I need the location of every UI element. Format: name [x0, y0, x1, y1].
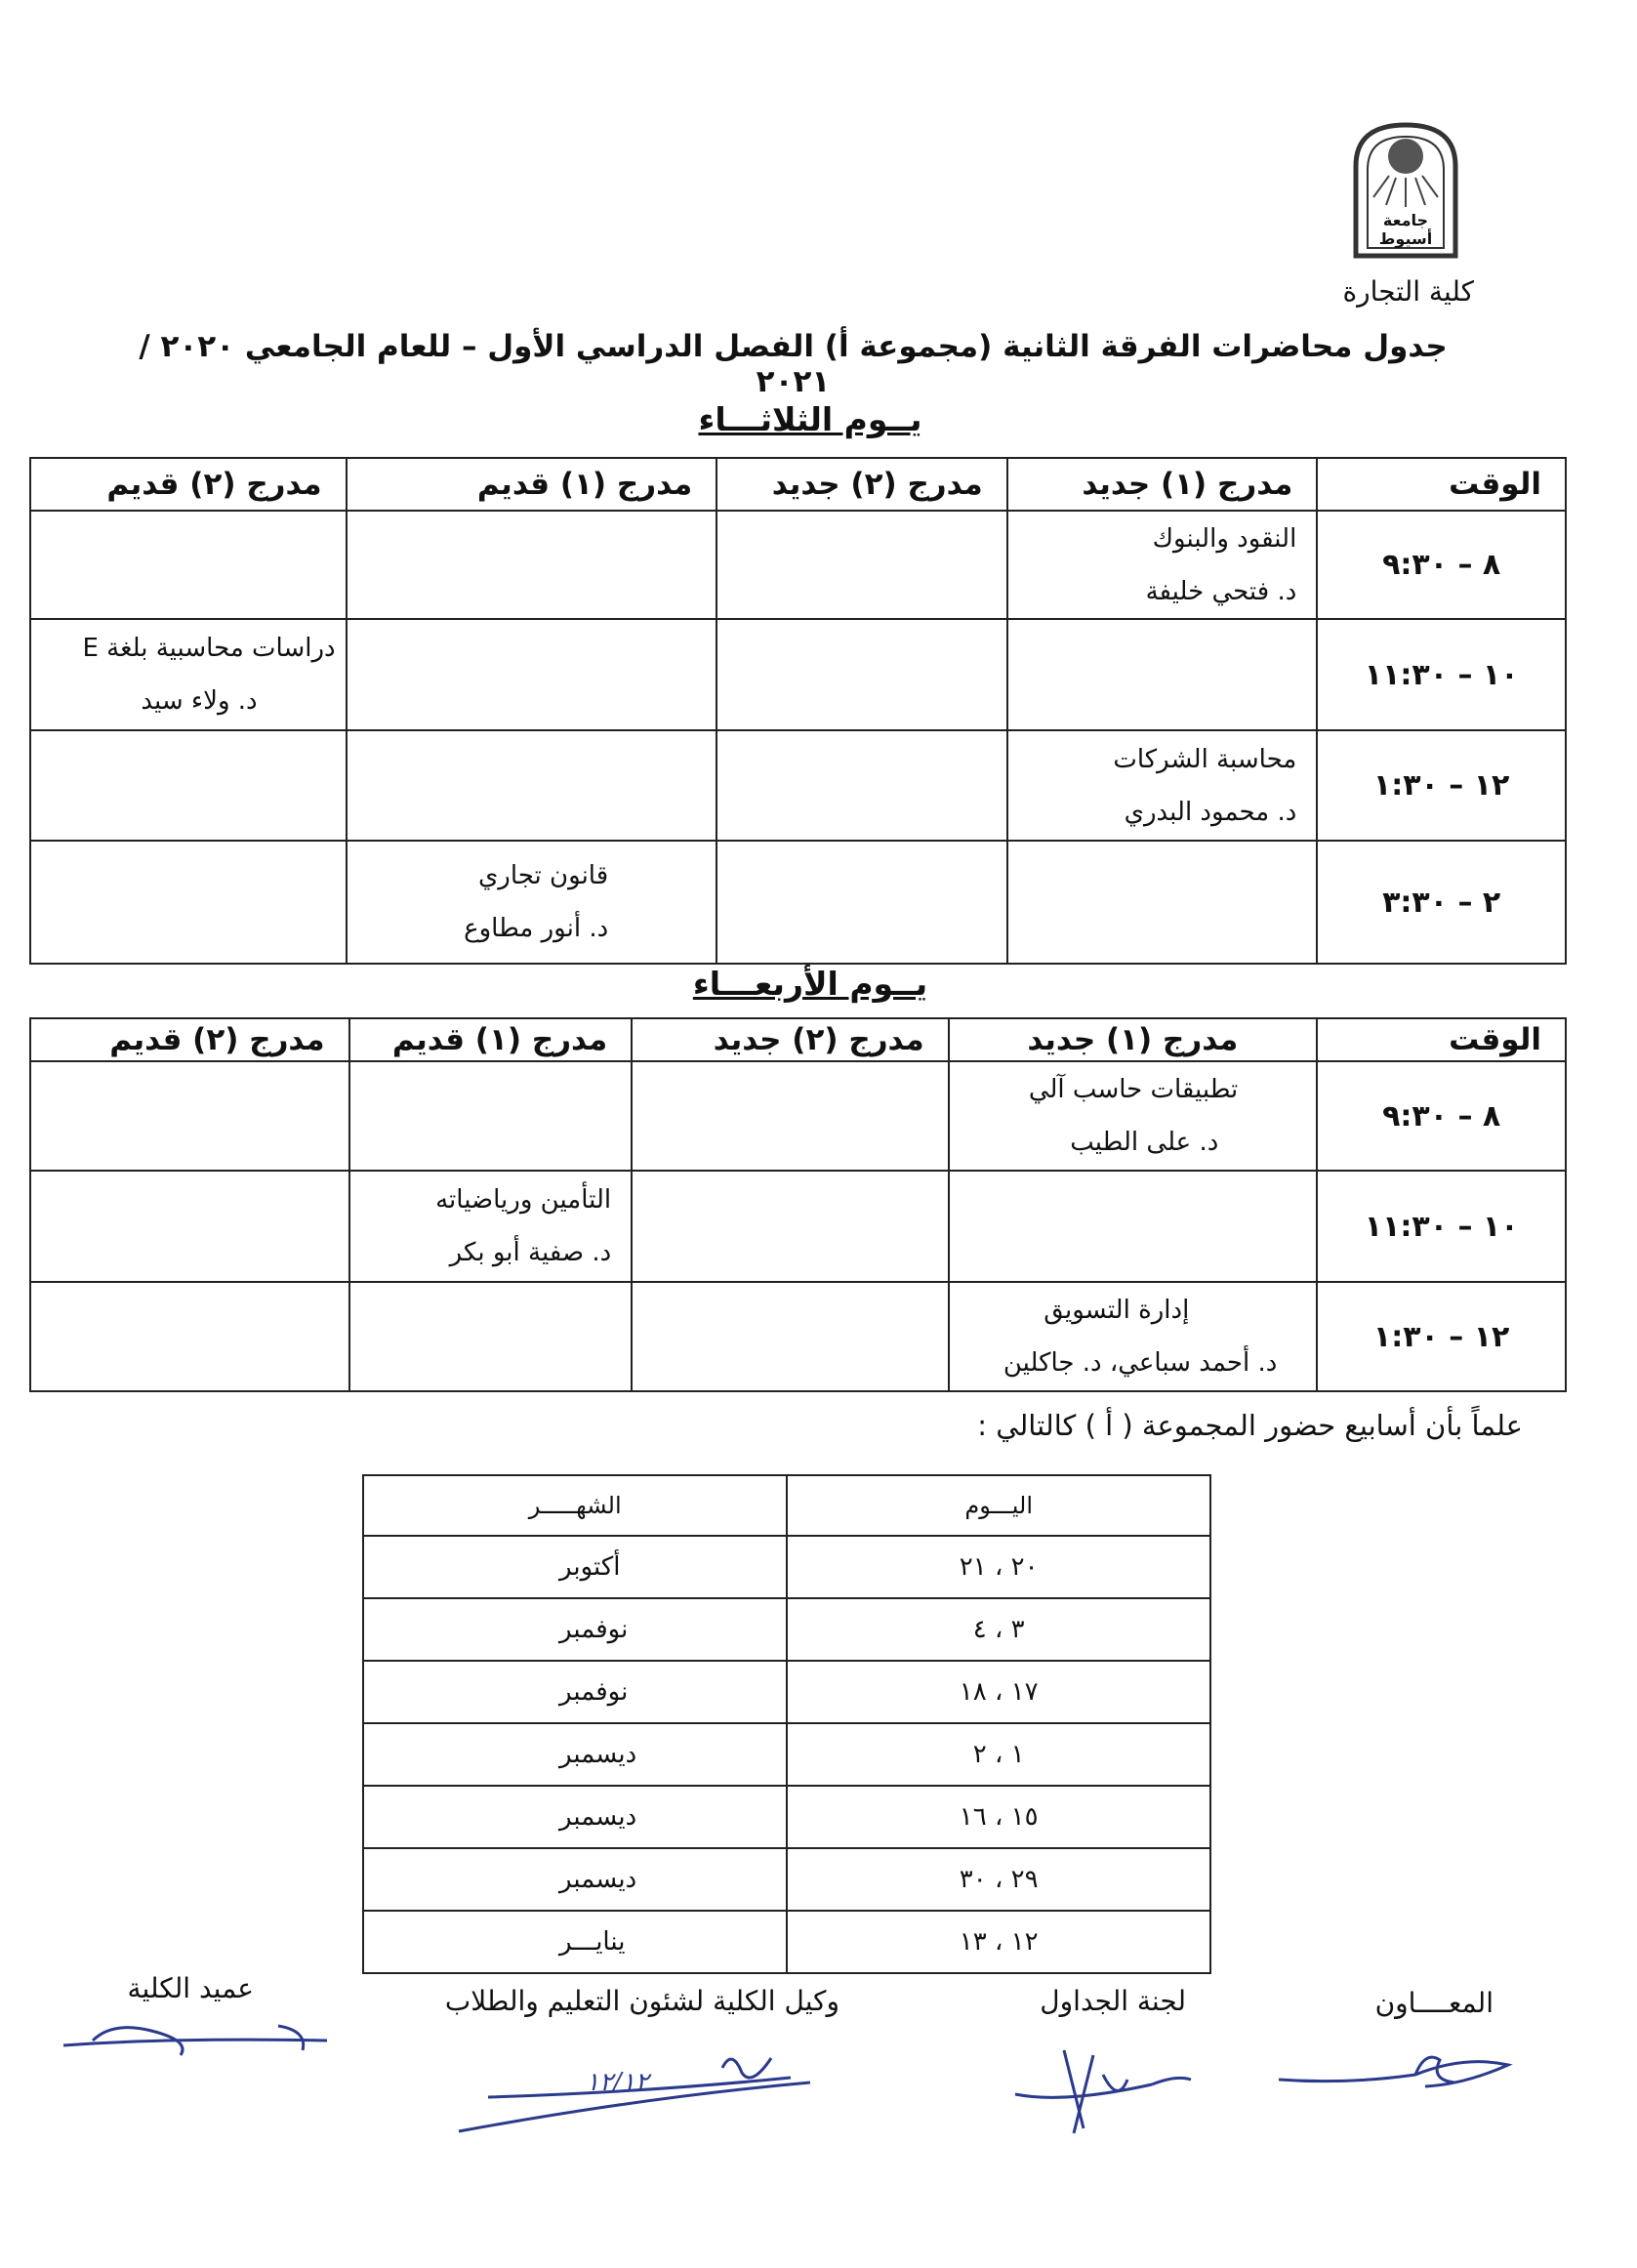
doctor-name: د. صفية أبو بكر: [449, 1238, 612, 1267]
lecture-cell: [30, 730, 347, 841]
tuesday-schedule-table: [29, 457, 1567, 965]
attendance-days: ٢٠ ، ٢١: [787, 1536, 1210, 1598]
table-row: [363, 1598, 1210, 1661]
lecture-cell: [347, 511, 717, 619]
time-slot: ١٠ – ١١:٣٠: [1317, 619, 1566, 730]
page-title: جدول محاضرات الفرقة الثانية (مجموعة أ) الفصل الدراسي الأول – للعام الجامعي ٢٠٢٠ / ٢٠٢١: [139, 329, 1448, 399]
header-time: الوقت: [1317, 1018, 1566, 1061]
table-row: [363, 1536, 1210, 1598]
table-row: [363, 1848, 1210, 1911]
time-slot: ٨ – ٩:٣٠: [1317, 1061, 1566, 1171]
table-row: [30, 730, 1566, 841]
attendance-month: ديسمبر: [363, 1786, 787, 1848]
signature-committee: [1005, 2036, 1201, 2147]
header-hall-2-old: مدرج (٢) قديم: [30, 458, 347, 511]
time-slot: ١٢ – ١:٣٠: [1317, 730, 1566, 841]
lecture-cell: [1007, 730, 1318, 841]
university-logo: [1342, 117, 1469, 259]
attendance-days: ١ ، ٢: [787, 1723, 1210, 1786]
table-row: [30, 841, 1566, 964]
time-slot: ١٢ – ١:٣٠: [1317, 1282, 1566, 1391]
signature-date: ١٢/١٢: [586, 2068, 649, 2097]
lecture-cell: [716, 841, 1007, 964]
attendance-note: علماً بأن أسابيع حضور المجموعة ( أ ) كالتالي :: [977, 1409, 1523, 1442]
doctor-name: د. ولاء سيد: [141, 686, 258, 716]
header-hall-1-new: مدرج (١) جديد: [1007, 458, 1318, 511]
table-row: [30, 1061, 1566, 1171]
header-hall-2-new: مدرج (٢) جديد: [632, 1018, 949, 1061]
doctor-name: د. فتحي خليفة: [1145, 576, 1297, 606]
lecture-cell: [349, 1282, 633, 1391]
lecture-cell: [30, 1282, 349, 1391]
lecture-cell: [949, 1171, 1318, 1282]
table-row: [30, 1282, 1566, 1391]
lecture-cell: [949, 1061, 1318, 1171]
attendance-month: ديسمبر: [363, 1723, 787, 1786]
lecture-cell: [30, 1061, 349, 1171]
time-slot: ٨ – ٩:٣٠: [1317, 511, 1566, 619]
logo-text: جامعة أسيوط: [1378, 211, 1433, 248]
attendance-days: ٢٩ ، ٣٠: [787, 1848, 1210, 1911]
attendance-month: ديسمبر: [363, 1848, 787, 1911]
doctor-name: د. على الطيب: [1070, 1128, 1219, 1157]
lecture-cell: [347, 619, 717, 730]
wednesday-heading: يــوم الأربعـــاء: [692, 965, 928, 1003]
attendance-days: ١٢ ، ١٣: [787, 1911, 1210, 1973]
course-name: إدارة التسويق: [1044, 1296, 1190, 1325]
lecture-cell: [30, 619, 347, 730]
attendance-month: نوفمبر: [363, 1598, 787, 1661]
course-name: دراسات محاسبية بلغة E: [82, 634, 336, 663]
attendance-days: ٣ ، ٤: [787, 1598, 1210, 1661]
table-row: [363, 1661, 1210, 1723]
course-name: التأمين ورياضياته: [435, 1185, 612, 1215]
signature-title-vice-dean: وكيل الكلية لشئون التعليم والطلاب: [444, 1985, 839, 2017]
attendance-days: ١٥ ، ١٦: [787, 1786, 1210, 1848]
lecture-cell: [949, 1282, 1318, 1391]
lecture-cell: [632, 1282, 949, 1391]
header-hall-2-new: مدرج (٢) جديد: [716, 458, 1007, 511]
table-row: [363, 1723, 1210, 1786]
attendance-month: ينايـــر: [363, 1911, 787, 1973]
lecture-cell: [716, 511, 1007, 619]
lecture-cell: [716, 619, 1007, 730]
lecture-cell: [347, 841, 717, 964]
header-day: اليـــوم: [787, 1475, 1210, 1536]
lecture-cell: [349, 1061, 633, 1171]
table-header-row: [30, 458, 1566, 511]
lecture-cell: [1007, 841, 1318, 964]
lecture-cell: [1007, 511, 1318, 619]
lecture-cell: [632, 1061, 949, 1171]
lecture-cell: [716, 730, 1007, 841]
doctor-name: د. محمود البدري: [1124, 797, 1297, 827]
header-hall-1-new: مدرج (١) جديد: [949, 1018, 1318, 1061]
time-slot: ٢ – ٣:٣٠: [1317, 841, 1566, 964]
lecture-cell: [632, 1171, 949, 1282]
header-hall-2-old: مدرج (٢) قديم: [30, 1018, 349, 1061]
course-name: محاسبة الشركات: [1113, 744, 1297, 774]
signature-assistant: [1269, 2026, 1523, 2118]
doctor-name: د. أنور مطاوع: [464, 914, 609, 943]
table-row: [30, 619, 1566, 730]
lecture-cell: [30, 511, 347, 619]
header-month: الشهـــــر: [363, 1475, 787, 1536]
attendance-days: ١٧ ، ١٨: [787, 1661, 1210, 1723]
table-row: [30, 511, 1566, 619]
table-header-row: [30, 1018, 1566, 1061]
course-name: قانون تجاري: [477, 861, 609, 890]
tuesday-heading: يــوم الثلاثـــاء: [698, 400, 922, 438]
attendance-table: [362, 1474, 1211, 1974]
signature-title-dean: عميد الكلية: [127, 1972, 254, 2004]
wednesday-schedule-table: [29, 1017, 1567, 1392]
lecture-cell: [1007, 619, 1318, 730]
lecture-cell: [347, 730, 717, 841]
header-time: الوقت: [1317, 458, 1566, 511]
doctor-name: د. أحمد سباعي، د. جاكلين: [1003, 1348, 1278, 1378]
faculty-name: كلية التجارة: [1342, 275, 1474, 308]
time-slot: ١٠ – ١١:٣٠: [1317, 1171, 1566, 1282]
signature-title-assistant: المعــــاون: [1374, 1987, 1494, 2019]
lecture-cell: [349, 1171, 633, 1282]
signature-title-schedules-committee: لجنة الجداول: [1040, 1985, 1186, 2017]
course-name: تطبيقات حاسب آلي: [1028, 1075, 1239, 1104]
header-hall-1-old: مدرج (١) قديم: [347, 458, 717, 511]
table-row: [30, 1171, 1566, 1282]
table-header-row: [363, 1475, 1210, 1536]
lecture-cell: [30, 1171, 349, 1282]
table-row: [363, 1911, 1210, 1973]
table-row: [363, 1786, 1210, 1848]
attendance-month: نوفمبر: [363, 1661, 787, 1723]
lecture-cell: [30, 841, 347, 964]
signature-dean: [54, 2006, 337, 2079]
course-name: النقود والبنوك: [1152, 523, 1297, 554]
attendance-month: أكتوبر: [363, 1536, 787, 1598]
header-hall-1-old: مدرج (١) قديم: [349, 1018, 633, 1061]
